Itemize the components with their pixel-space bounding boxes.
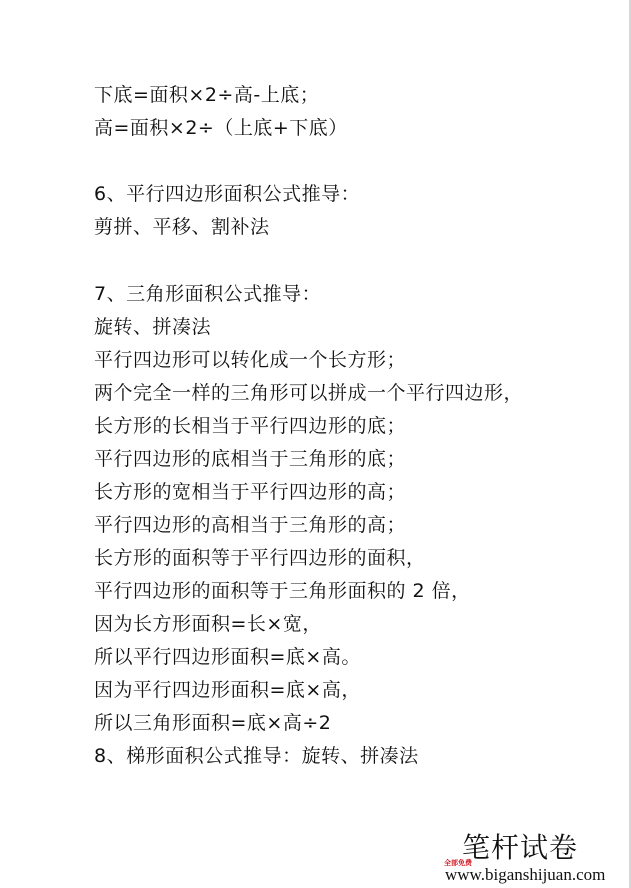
text-line: 长方形的长相当于平行四边形的底； xyxy=(94,415,407,437)
watermark-url: www.biganshijuan.com xyxy=(445,865,606,884)
section-heading: 7、三角形面积公式推导： xyxy=(94,283,322,305)
watermark-title: 笔杆试卷 xyxy=(462,831,579,864)
text-line: 两个完全一样的三角形可以拼成一个平行四边形， xyxy=(94,382,524,404)
watermark-free-label: 全部免费 xyxy=(444,859,472,867)
text-line: 平行四边形的高相当于三角形的高； xyxy=(94,514,407,536)
section-heading: 6、平行四边形面积公式推导： xyxy=(94,183,361,205)
text-line: 长方形的宽相当于平行四边形的高； xyxy=(94,481,407,503)
text-line: 因为平行四边形面积=底×高， xyxy=(94,679,361,701)
text-line: 平行四边形的底相当于三角形的底； xyxy=(94,448,407,470)
text-line: 长方形的面积等于平行四边形的面积， xyxy=(94,547,426,569)
text-line: 下底=面积×2÷高-上底； xyxy=(94,84,320,106)
text-line: 所以三角形面积=底×高÷2 xyxy=(94,712,332,734)
section-heading: 8、梯形面积公式推导：旋转、拼凑法 xyxy=(94,745,419,767)
text-line: 平行四边形可以转化成一个长方形； xyxy=(94,349,407,371)
text-line: 高=面积×2÷（上底+下底） xyxy=(94,117,348,139)
text-line: 所以平行四边形面积=底×高。 xyxy=(94,646,361,668)
text-line: 因为长方形面积=长×宽， xyxy=(94,613,322,635)
text-line: 平行四边形的面积等于三角形面积的 2 倍， xyxy=(94,580,471,602)
text-line: 剪拼、平移、割补法 xyxy=(94,216,270,238)
text-line: 旋转、拼凑法 xyxy=(94,316,212,338)
